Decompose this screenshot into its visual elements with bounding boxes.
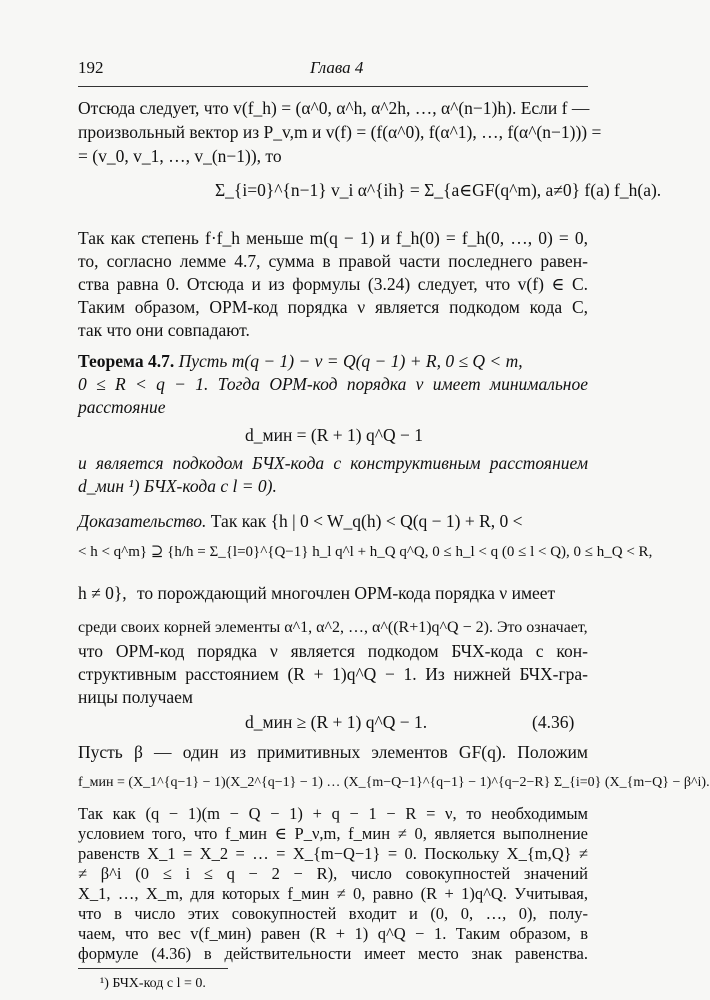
page-number: 192	[78, 58, 104, 77]
header-rule	[78, 86, 588, 87]
text-line: ницы получаем	[78, 687, 194, 707]
text-line: то, согласно лемме 4.7, сумма в правой части последнего равен-	[78, 251, 588, 271]
theorem-line: расстояние	[78, 397, 166, 417]
text-line: среди своих корней элементы α^1, α^2, …, α^((R+1)q^Q − 2). Это означает,	[78, 619, 588, 636]
text-line: X_1, …, X_m, для которых f_мин ≠ 0, равно (R + 1)q^Q. Учитывая,	[78, 884, 588, 903]
theorem-label: Теорема 4.7.	[78, 351, 175, 371]
equation-set: < h < q^m} ⊇ {h/h = Σ_{l=0}^{Q−1} h_l q^l + h_Q q^Q, 0 ≤ h_l < q (0 ≤ l < Q), 0 ≤ h_Q < R,	[78, 544, 653, 560]
text-line: условием того, что f_мин ∈ P_ν,m, f_мин ≠ 0, является выполнение	[78, 824, 588, 843]
text-line: ≠ β^i (0 ≤ i ≤ q − 2 − R), число совокупностей значений	[78, 864, 588, 883]
equation-number: (4.36)	[532, 712, 575, 732]
text-line: чаем, что вес v(f_мин) равен (R + 1) q^Q − 1. Таким образом, в	[78, 924, 588, 943]
text-line: Отсюда следует, что v(f_h) = (α^0, α^h, α^2h, …, α^(n−1)h). Если f —	[78, 98, 590, 118]
chapter-title: Глава 4	[310, 58, 364, 77]
text-line: так что они совпадают.	[78, 320, 250, 340]
text-line: = (v_0, v_1, …, v_(n−1)), то	[78, 146, 282, 166]
text-line: Так как (q − 1)(m − Q − 1) + q − 1 − R = ν, то необходимым	[78, 804, 588, 823]
text-line: Так как степень f·f_h меньше m(q − 1) и f_h(0) = f_h(0, …, 0) = 0,	[78, 228, 588, 248]
theorem-line: 0 ≤ R < q − 1. Тогда ОРМ-код порядка ν имеет минимальное	[78, 374, 588, 394]
theorem-line: и является подкодом БЧХ-кода с конструктивным расстоянием	[78, 453, 588, 473]
text-line: что ОРМ-код порядка ν является подкодом БЧХ-кода с кон-	[78, 641, 588, 661]
footnote: ¹) БЧХ-код с l = 0.	[100, 976, 206, 991]
text-line: Пусть β — один из примитивных элементов GF(q). Положим	[78, 742, 588, 762]
equation-4: f_мин = (X_1^{q−1} − 1)(X_2^{q−1} − 1) … (X_{m−Q−1}^{q−1} − 1)^{q−2−R} Σ_{i=0} (X_{m−Q} − β^i).	[78, 775, 710, 790]
text-line: h ≠ 0}, то порождающий многочлен ОРМ-кода порядка ν имеет	[78, 583, 556, 603]
proof-label: Доказательство.	[78, 511, 207, 531]
text-line: что в число этих совокупностей входит и (0, 0, …, 0), полу-	[78, 904, 588, 923]
theorem-line: d_мин ¹) БЧХ-кода с l = 0).	[78, 476, 277, 496]
text-line: Таким образом, ОРМ-код порядка ν является подкодом кода C,	[78, 297, 588, 317]
theorem-line	[78, 353, 523, 371]
footnote-rule	[78, 968, 228, 969]
equation-3: d_мин ≥ (R + 1) q^Q − 1.	[245, 712, 428, 732]
proof-line	[78, 513, 523, 531]
equation-2: d_мин = (R + 1) q^Q − 1	[245, 425, 423, 445]
theorem-text: Пусть m(q − 1) − ν = Q(q − 1) + R, 0 ≤ Q < m,	[178, 351, 523, 371]
text-line: ства равна 0. Отсюда и из формулы (3.24) следует, что v(f) ∈ C.	[78, 274, 588, 294]
text-line: формуле (4.36) в действительности имеет место знак равенства.	[78, 944, 588, 963]
equation-1: Σ_{i=0}^{n−1} v_i α^{ih} = Σ_{a∈GF(q^m), a≠0} f(a) f_h(a).	[215, 180, 662, 200]
proof-text: Так как {h | 0 < W_q(h) < Q(q − 1) + R, 0 <	[210, 511, 523, 531]
text-line: структивным расстоянием (R + 1)q^Q − 1. Из нижней БЧХ-гра-	[78, 664, 588, 684]
text-line: произвольный вектор из P_v,m и v(f) = (f(α^0), f(α^1), …, f(α^(n−1))) =	[78, 122, 602, 142]
text-line: равенств X_1 = X_2 = … = X_{m−Q−1} = 0. Поскольку X_{m,Q} ≠	[78, 844, 588, 863]
